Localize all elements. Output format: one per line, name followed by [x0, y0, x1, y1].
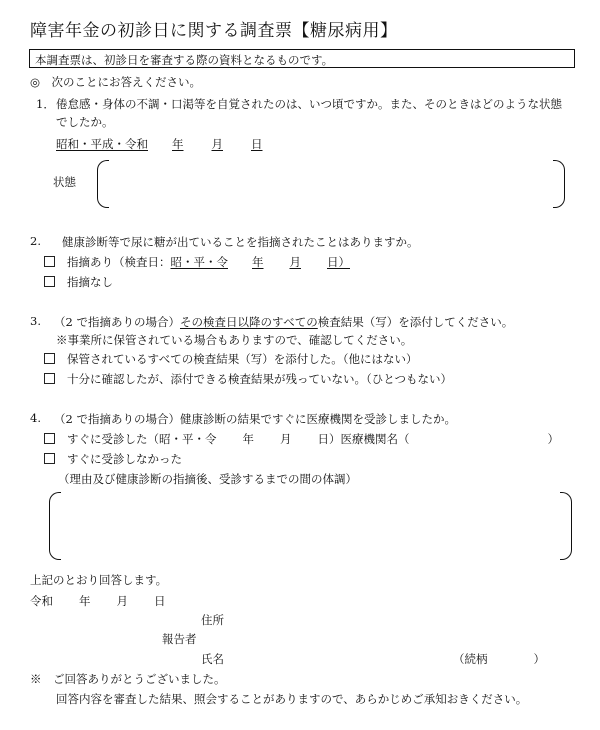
q3-option-none[interactable]	[44, 371, 452, 387]
q4-option-not-visited[interactable]	[44, 451, 182, 467]
q2-text: 健康診断等で尿に糖が出ていることを指摘されたことはありますか。	[62, 235, 419, 249]
q3-attached-checkbox[interactable]	[44, 353, 55, 364]
footer-month: 月	[116, 594, 128, 608]
q1-text-line1: 倦怠感・身体の不調・口渇等を自覚されたのは、いつ頃ですか。また、そのときはどのような状態	[56, 97, 562, 111]
footer-name-label: 氏名	[201, 652, 224, 666]
q4-visited-year: 年	[242, 432, 254, 446]
q2-no-label: 指摘なし	[67, 275, 113, 289]
footer-year: 年	[79, 594, 91, 608]
q1-condition-left-bracket	[97, 160, 109, 208]
footer-era: 令和	[30, 594, 53, 608]
q1-text-line2: でしたか。	[56, 115, 114, 129]
q1-condition-field[interactable]	[110, 162, 550, 204]
q4-reason-left-bracket	[49, 492, 61, 560]
q1-year: 年	[172, 137, 184, 151]
q1-month: 月	[211, 137, 223, 151]
q2-yes-date[interactable]	[171, 255, 351, 269]
q3-attached-label: 保管されているすべての検査結果（写）を添付した。（他にはない）	[67, 352, 418, 366]
q4-reason-right-bracket	[560, 492, 572, 560]
q4-not-visited-label: すぐに受診しなかった	[67, 452, 182, 466]
q3-text-suffix: 検査結果（写）を添付してください。	[317, 315, 514, 329]
q2-option-yes[interactable]	[44, 254, 350, 270]
q1-date-field[interactable]	[56, 136, 263, 152]
q2-yes-day: 日）	[327, 255, 350, 269]
q4-visited-month: 月	[280, 432, 292, 446]
q3-option-attached[interactable]	[44, 351, 418, 367]
footer-reporter-label: 報告者	[162, 632, 197, 646]
instruction: ◎ 次のことにお答えください。	[30, 75, 202, 89]
q3-note: ※事業所に保管されている場合もありますので、確認してください。	[56, 333, 413, 347]
footer-answer: 上記のとおり回答します。	[30, 573, 168, 587]
footer-date-field[interactable]	[30, 593, 166, 609]
q4-number: 4.	[30, 411, 41, 425]
footer-relation-close: ）	[533, 652, 545, 666]
q1-number: 1．	[36, 97, 55, 111]
q4-reason-label: （理由及び健康診断の指摘後、受診するまでの間の体調）	[58, 472, 357, 486]
q2-yes-prefix: 指摘あり（検査日：	[67, 255, 171, 269]
q2-number: 2.	[30, 234, 41, 248]
q4-visited-checkbox[interactable]	[44, 433, 55, 444]
q2-option-no[interactable]	[44, 274, 113, 290]
q3-text-underlined: その検査日以降のすべての	[179, 315, 318, 329]
page-title: 障害年金の初診日に関する調査票【糖尿病用】	[30, 21, 398, 41]
intro-box	[29, 49, 575, 68]
q4-hospital-close: ）	[547, 432, 559, 446]
q2-yes-year: 年	[252, 255, 264, 269]
q4-text: （2 で指摘ありの場合）健康診断の結果ですぐに医療機関を受診しましたか。	[54, 412, 456, 426]
q4-visited-prefix: すぐに受診した（昭・平・令	[67, 432, 217, 446]
intro-text: 本調査票は、初診日を審査する際の資料となるものです。	[35, 53, 334, 67]
q1-day: 日	[251, 137, 263, 151]
q1-condition-label: 状態	[53, 175, 76, 189]
q3-none-label: 十分に確認したが、添付できる検査結果が残っていない。（ひとつもない）	[67, 372, 453, 386]
footer-notice: 回答内容を審査した結果、照会することがありますので、あらかじめご承知おきください。	[56, 692, 528, 706]
footer-day: 日	[154, 594, 166, 608]
footer-relation-open: （続柄	[453, 652, 488, 666]
footer-address-label: 住所	[201, 613, 224, 627]
q1-condition-right-bracket	[553, 160, 565, 208]
q2-yes-month: 月	[289, 255, 301, 269]
q4-visited-day-hospital: 日）医療機関名（	[317, 432, 410, 446]
q3-text	[54, 314, 513, 330]
q2-yes-checkbox[interactable]	[44, 256, 55, 267]
q3-text-prefix: （2 で指摘ありの場合）	[54, 315, 180, 329]
q4-not-visited-checkbox[interactable]	[44, 453, 55, 464]
q2-no-checkbox[interactable]	[44, 276, 55, 287]
q4-option-visited[interactable]	[44, 431, 559, 447]
q2-yes-era: 昭・平・令	[170, 255, 228, 269]
q3-number: 3.	[30, 314, 41, 328]
footer-relation-field[interactable]	[453, 651, 545, 667]
q3-none-checkbox[interactable]	[44, 373, 55, 384]
footer-thanks: ※ ご回答ありがとうございました。	[30, 672, 226, 686]
q1-era: 昭和・平成・令和	[56, 137, 148, 151]
q4-reason-field[interactable]	[62, 494, 556, 556]
